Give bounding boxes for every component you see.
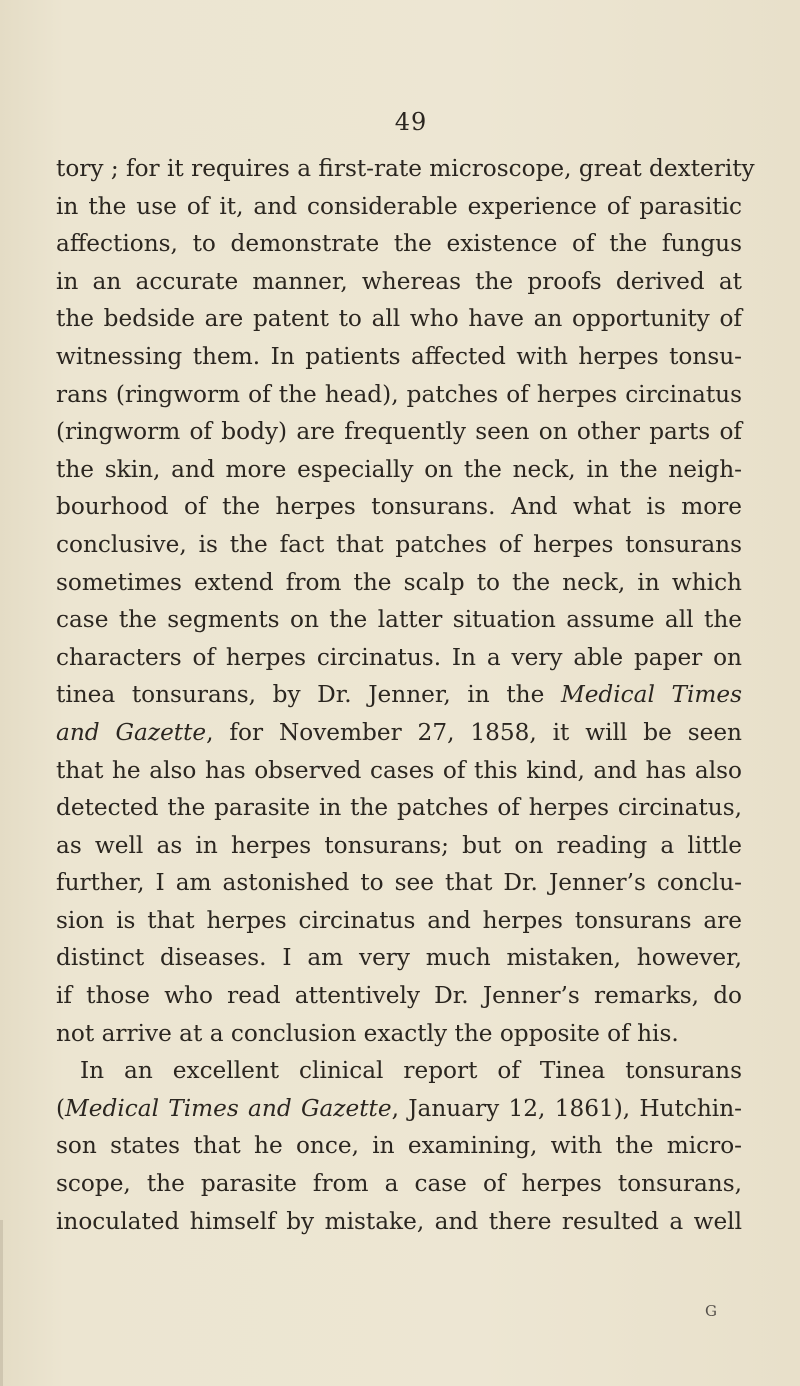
- text-line-9: the skin, and more especially on the neck, in the neigh-: [56, 455, 742, 483]
- text-line-22: distinct diseases. I am very much mistaken, however,: [56, 944, 742, 972]
- text-line-14: characters of herpes circinatus. In a very able paper on: [56, 643, 742, 671]
- text-line-19: as well as in herpes tonsurans; but on reading a little: [56, 831, 742, 859]
- text-line-23: if those who read attentively Dr. Jenner’s remarks, do: [56, 982, 742, 1010]
- text-line-15-a: tinea tonsurans, by Dr. Jenner, in the: [56, 681, 545, 709]
- text-line-26: [56, 1090, 742, 1128]
- text-line-28: scope, the parasite from a case of herpes tonsurans,: [56, 1170, 742, 1198]
- text-line-8: (ringworm of body) are frequently seen on other parts of: [56, 418, 742, 446]
- text-line-3: affections, to demonstrate the existence of the fungus: [56, 230, 742, 258]
- text-line-20: further, I am astonished to see that Dr. Jenner’s conclu-: [56, 869, 742, 897]
- text-line-24: not arrive at a conclusion exactly the opposite of his.: [56, 1019, 679, 1047]
- text-line-11: conclusive, is the fact that patches of herpes tonsurans: [56, 530, 742, 558]
- text-line-10: bourhood of the herpes tonsurans. And what is more: [56, 493, 742, 521]
- text-line-13: case the segments on the latter situation assume all the: [56, 606, 742, 634]
- text-line-18: detected the parasite in the patches of herpes circinatus,: [56, 794, 742, 822]
- text-line-17: that he also has observed cases of this kind, and has also: [56, 756, 742, 784]
- text-line-1: tory ; for it requires a first-rate microscope, great dexterity: [56, 155, 755, 182]
- text-line-7: rans (ringworm of the head), patches of herpes circinatus: [56, 380, 742, 408]
- text-line-6: witnessing them. In patients affected with herpes tonsu-: [56, 342, 742, 370]
- page-number: 49: [394, 108, 428, 136]
- journal-title-2: and Gazette: [56, 718, 207, 746]
- text-line-12: sometimes extend from the scalp to the neck, in which: [56, 568, 742, 596]
- text-line-2: in the use of it, and considerable experience of parasitic: [56, 192, 742, 220]
- journal-title-1: Medical Times: [560, 681, 743, 709]
- body-text: [56, 150, 755, 1240]
- text-line-4: in an accurate manner, whereas the proofs derived at: [56, 267, 742, 295]
- page-number-row: [0, 108, 800, 136]
- text-line-15: [56, 676, 742, 714]
- text-line-25: In an excellent clinical report of Tinea tonsurans: [80, 1057, 742, 1085]
- journal-title-3: Medical Times and Gazette: [65, 1094, 392, 1122]
- signature-mark: G: [705, 1302, 717, 1320]
- text-line-16-b: , for November 27, 1858, it will be seen: [206, 718, 742, 746]
- text-line-21: sion is that herpes circinatus and herpes tonsurans are: [56, 906, 742, 934]
- text-line-5: the bedside are patent to all who have an opportunity of: [56, 305, 742, 333]
- page-edge-shadow: [0, 1220, 3, 1386]
- text-line-26-b: , January 12, 1861), Hutchin-: [391, 1094, 742, 1122]
- paren-open: (: [56, 1094, 66, 1122]
- text-line-29: inoculated himself by mistake, and there resulted a well: [56, 1207, 742, 1235]
- text-line-27: son states that he once, in examining, with the micro-: [56, 1132, 742, 1160]
- text-line-16: [56, 714, 742, 752]
